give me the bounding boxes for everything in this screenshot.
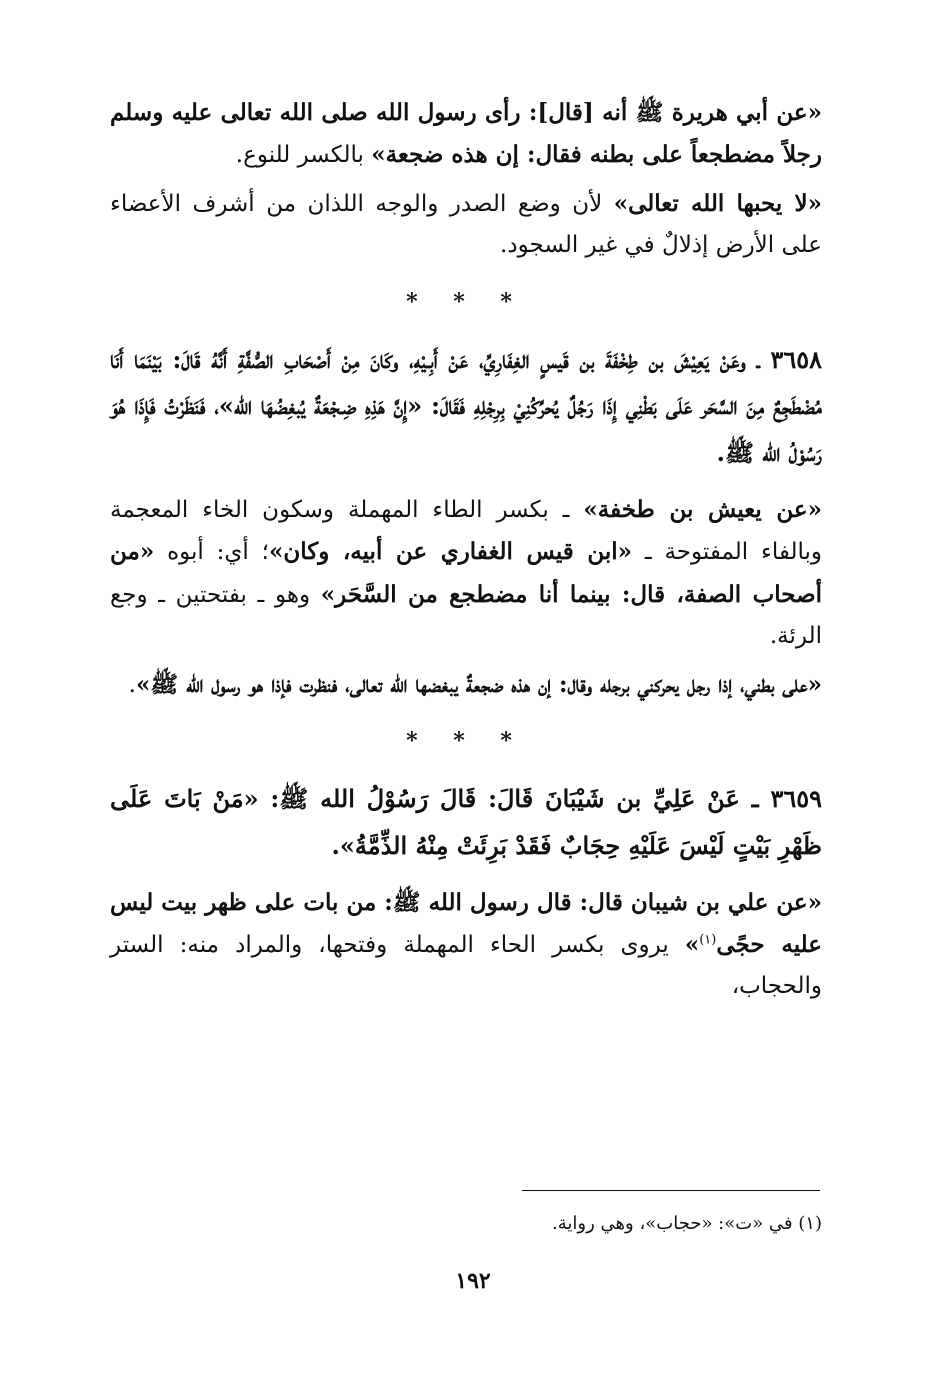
hadith-3658: ٣٦٥٨ ـ وعَنْ يَعِيْشَ بن طِخْفَةَ بن قَيسٍ الغِفَارِيِّ، عَنْ أَبِـيْهِ، وكَانَ مِنْ أَصْحَابِ الصُّفَّةِ أَنَّهُ قَالَ: بَيْنَمَا أَنَا مُضْطَجِعٌ مِنَ السَّحَر عَلَى بَطْنِي إِذَا رَجُلٌ يُحرِّكُنِيْ بِرِجْلِهِ فَقَالَ: «إِنَّ هَذِهِ ضِـجْعَةٌ يُبغِضُهَا الله»، فَنَظَرْتُ فَإِذَا هُوَ رَسُوْلُ الله ﷺ. [110,344,823,468]
page-body [110,92,822,1014]
quoted-text: «ابن قيس الغفاري عن أبيه، وكان» [268,538,632,566]
footnote-reference[interactable]: (١) [699,932,717,948]
explanation-text: يروى بكسر الحاء المهملة وفتحها، والمراد منه: الستر والحجاب، [110,931,822,1000]
hadith-3659: ٣٦٥٩ ـ عَنْ عَلِيِّ بن شَيْبَانَ قَالَ: قَالَ رَسُوْلُ الله ﷺ: «مَنْ بَاتَ عَلَى ظَهْرِ بَيْتٍ لَيْسَ عَلَيْهِ حِجَابٌ فَقَدْ بَرِئَتْ مِنْهُ الذِّمَّةُ». [110,783,822,860]
commentary-paragraph [110,882,822,1008]
quote-close: » [684,930,700,958]
commentary-paragraph [110,489,822,658]
explanation-text: ـ بكسر الطاء المهملة وسكون الخاء المعجمة وبالفاء المفتوحة ـ [110,496,823,566]
quoted-text: «عن يعيش بن طخفة» [583,495,822,523]
explanation-text: ؛ أي: أبوه [154,539,269,566]
section-separator: * * * [406,288,526,315]
explanation-text: وهو ـ بفتحتين ـ وجع الرئة. [110,581,822,650]
commentary-paragraph [110,664,822,706]
quoted-text: «عن علي بن شيبان قال: قال رسول الله ﷺ: من بات على ظهر بيت ليس عليه حجًى [110,888,822,958]
commentary-paragraph [110,183,822,267]
footnote-divider [522,1190,820,1191]
explanation-text: . [128,671,136,698]
quoted-text: «عن أبي هريرة ﷺ أنه [قال]: رأى رسول الله صلى الله تعالى عليه وسلم رجلاً مضطجعاً على بطنه فقال: إن هذه ضجعة» [110,99,822,169]
footnote: (١) في «ت»: «حجاب»، وهي رواية. [552,1213,822,1234]
page-number: ١٩٢ [455,1268,491,1294]
commentary-paragraph [110,92,822,177]
quoted-text: «على بطني، إذا رجل يحركني برجله وقال: إن هذه ضجعةٌ يبغضها الله تعالى، فنظرت فإذا هو رسول الله ﷺ» [135,670,822,698]
section-separator: * * * [406,727,526,754]
explanation-text: لأن وضع الصدر والوجه اللذان من أشرف الأعضاء على الأرض إذلالٌ في غير السجود. [110,190,822,259]
quoted-text: «لا يحبها الله تعالى» [613,189,822,217]
quoted-text: «من أصحاب الصفة، قال: بينما أنا مضطجع من السَّحَر» [110,538,822,608]
explanation-text: بالكسر للنوع. [235,142,372,169]
